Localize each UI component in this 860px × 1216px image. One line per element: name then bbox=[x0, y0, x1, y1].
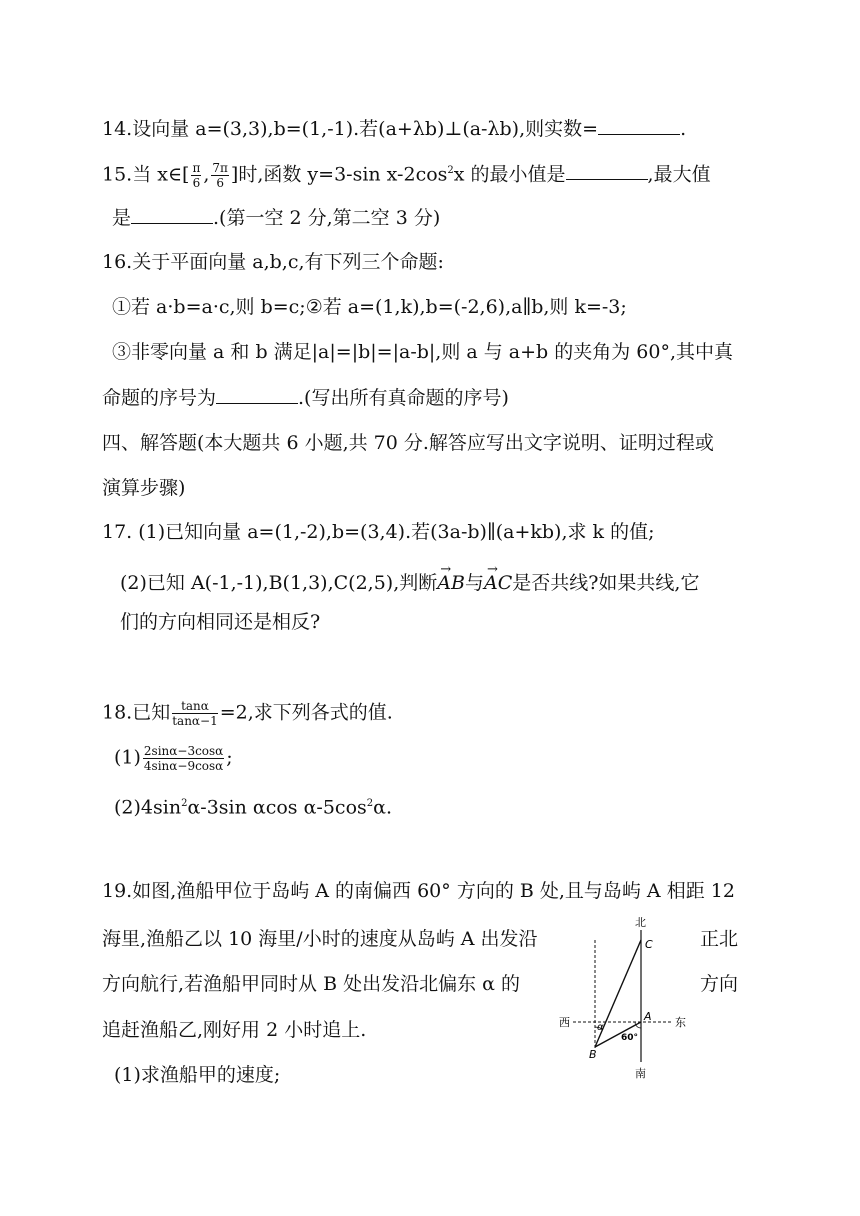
q19-line5: (1)求渔船甲的速度; bbox=[114, 1064, 281, 1086]
q19-line1: 19.如图,渔船甲位于岛屿 A 的南偏西 60° 方向的 B 处,且与岛屿 A 相距 12 bbox=[102, 880, 735, 902]
q15-frac1-num: π bbox=[192, 160, 201, 175]
section4-line1: 四、解答题(本大题共 6 小题,共 70 分.解答应写出文字说明、证明过程或 bbox=[102, 432, 714, 454]
south-label: 南 bbox=[635, 1067, 646, 1080]
question-14 bbox=[102, 116, 686, 141]
q16-line4-suffix: .(写出所有真命题的序号) bbox=[298, 387, 509, 409]
q18-p1-den: 4sinα−9cosα bbox=[143, 759, 224, 773]
vector-ac: → AC bbox=[484, 571, 512, 595]
west-label: 西 bbox=[559, 1016, 570, 1029]
navigation-diagram bbox=[555, 912, 705, 1082]
q15-sup: 2 bbox=[447, 165, 454, 176]
q18-fraction bbox=[172, 700, 218, 727]
q17-line2-prefix: (2)已知 A(-1,-1),B(1,3),C(2,5),判断 bbox=[120, 572, 438, 594]
q16-line4 bbox=[102, 385, 509, 410]
q19-line2-right: 正北 bbox=[700, 928, 739, 950]
q18-p2-a: (2)4sin bbox=[114, 796, 182, 819]
q18-part2 bbox=[114, 792, 392, 819]
q17-line2-suffix: 是否共线?如果共线,它 bbox=[512, 572, 700, 594]
q15-fraction-7pi-6 bbox=[211, 162, 229, 189]
east-label: 东 bbox=[675, 1016, 686, 1029]
q19-line4: 追赶渔船乙,刚好用 2 小时追上. bbox=[102, 1019, 367, 1041]
q18-p2-sup2: 2 bbox=[366, 798, 374, 809]
q19-line2-left: 海里,渔船乙以 10 海里/小时的速度从岛屿 A 出发沿 bbox=[102, 928, 538, 950]
q17-line2-mid: 与 bbox=[464, 572, 484, 594]
q18-frac-num: tanα bbox=[172, 700, 218, 714]
q18-p1-suffix: ; bbox=[226, 746, 233, 769]
q15-min-blank bbox=[566, 161, 648, 180]
q16-line1: 16.关于平面向量 a,b,c,有下列三个命题: bbox=[102, 251, 444, 273]
q18-p1-num: 2sinα−3cosα bbox=[143, 744, 224, 758]
q18-prefix: 18.已知 bbox=[102, 701, 171, 724]
north-label: 北 bbox=[635, 916, 646, 929]
q17-line3: 们的方向相同还是相反? bbox=[120, 611, 321, 633]
q18-suffix: =2,求下列各式的值. bbox=[219, 701, 393, 724]
q16-answer-blank bbox=[216, 385, 298, 404]
q19-line3-right: 方向 bbox=[700, 973, 739, 995]
q15-fraction-pi-6 bbox=[191, 162, 201, 189]
point-b-label: B bbox=[589, 1048, 597, 1061]
alpha-label: α bbox=[597, 1022, 604, 1033]
sixty-degree-label: 60° bbox=[621, 1033, 639, 1043]
q15-middle3: ,最大值 bbox=[647, 163, 711, 186]
q15-comma: , bbox=[203, 163, 210, 186]
q15-frac1-den: 6 bbox=[192, 175, 201, 190]
q15-frac2-den: 6 bbox=[216, 175, 224, 190]
q18-line1 bbox=[102, 700, 393, 727]
q15-middle: ]时,函数 y=3-sin x-2cos bbox=[230, 163, 448, 186]
q16-line4-prefix: 命题的序号为 bbox=[102, 387, 217, 409]
q18-part1 bbox=[114, 745, 233, 772]
q18-p1-prefix: (1) bbox=[114, 746, 141, 769]
q16-line3: ③非零向量 a 和 b 满足|a|=|b|=|a-b|,则 a 与 a+b 的夹角为 60°,其中真 bbox=[112, 341, 733, 363]
q15-middle2: x 的最小值是 bbox=[453, 163, 566, 186]
q18-p1-fraction bbox=[143, 745, 224, 772]
question-15 bbox=[102, 159, 711, 189]
section4-line2: 演算步骤) bbox=[102, 477, 186, 499]
q19-line3-left: 方向航行,若渔船甲同时从 B 处出发沿北偏东 α 的 bbox=[102, 973, 520, 995]
q14-answer-blank bbox=[598, 116, 680, 135]
q14-period: . bbox=[680, 118, 687, 140]
q18-p2-b: α-3sin αcos α-5cos bbox=[187, 796, 367, 819]
q18-frac-den: tanα−1 bbox=[172, 714, 218, 728]
q15-max-blank bbox=[131, 205, 213, 224]
point-a-label: A bbox=[644, 1010, 652, 1023]
q15-line2-suffix: .(第一空 2 分,第二空 3 分) bbox=[213, 207, 441, 229]
q15-frac2-num: 7π bbox=[212, 160, 228, 175]
q14-text: 14.设向量 a=(3,3),b=(1,-1).若(a+λb)⊥(a-λb),则实数= bbox=[102, 118, 599, 140]
navigation-diagram-svg bbox=[555, 912, 705, 1082]
vector-ab: → AB bbox=[437, 571, 465, 595]
q18-p2-c: α. bbox=[373, 796, 393, 819]
q17-line2 bbox=[120, 571, 699, 595]
question-15-line2 bbox=[112, 205, 440, 230]
q18-p2-sup1: 2 bbox=[181, 798, 188, 809]
q17-line1: 17. (1)已知向量 a=(1,-2),b=(3,4).若(3a-b)∥(a+kb),求 k 的值; bbox=[102, 521, 655, 543]
q15-line2-prefix: 是 bbox=[112, 207, 132, 229]
q16-line2: ①若 a·b=a·c,则 b=c;②若 a=(1,k),b=(-2,6),a∥b,则 k=-3; bbox=[112, 296, 627, 318]
q15-prefix: 15.当 x∈[ bbox=[102, 163, 190, 186]
point-c-label: C bbox=[645, 938, 653, 951]
